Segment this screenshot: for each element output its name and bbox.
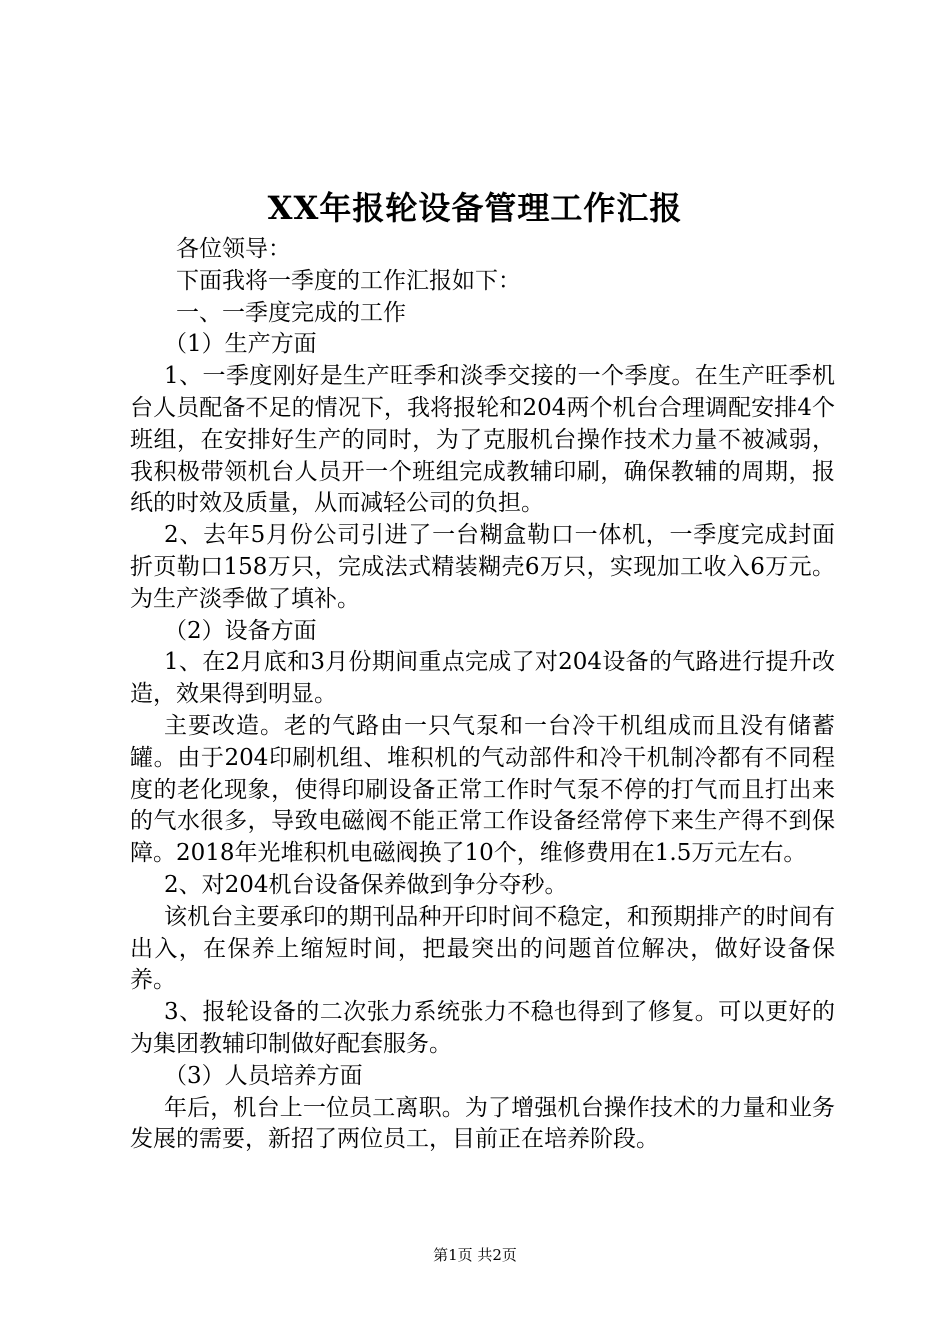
page-number-footer: 第1页 共2页 [433, 1246, 517, 1264]
staff-training-paragraph: 年后，机台上一位员工离职。为了增强机台操作技术的力量和业务发展的需要，新招了两位员工，目前正在培养阶段。 [130, 1094, 835, 1153]
equipment-item-3: 3、报轮设备的二次张力系统张力不稳也得到了修复。可以更好的为集团教辅印制做好配套服务。 [130, 999, 835, 1057]
production-item-1: 1、一季度刚好是生产旺季和淡季交接的一个季度。在生产旺季机台人员配备不足的情况下，我将报轮和204两个机台合理调配安排4个班组，在安排好生产的同时，为了克服机台操作技术力量不被减弱，我积极带领机台人员开一个班组完成教辅印刷，确保教辅的周期，报纸的时效及质量，从而减轻公司的负担。 [130, 363, 835, 517]
section-heading-q1-work: 一、一季度完成的工作 [176, 299, 406, 326]
subheading-production: （1）生产方面 [164, 331, 317, 358]
equipment-item-2: 2、对204机台设备保养做到争分夺秒。 [164, 871, 568, 898]
document-title: XX年报轮设备管理工作汇报 [267, 189, 683, 227]
intro-paragraph: 下面我将一季度的工作汇报如下： [176, 267, 521, 294]
production-item-2: 2、去年5月份公司引进了一台糊盒勒口一体机，一季度完成封面折页勒口158万只，完成法式精装糊壳6万只，实现加工收入6万元。为生产淡季做了填补。 [130, 522, 835, 612]
equipment-item-1-detail: 主要改造。老的气路由一只气泵和一台冷干机组成而且没有储蓄罐。由于204印刷机组、堆积机的气动部件和冷干机制冷都有不同程度的老化现象，使得印刷设备正常工作时气泵不停的打气而且打出来的气水很多，导致电磁阀不能正常工作设备经常停下来生产得不到保障。2018年光堆积机电磁阀换了10个，维修费用在1.5万元左右。 [130, 712, 835, 867]
subheading-equipment: （2）设备方面 [164, 617, 317, 644]
subheading-staff-training: （3）人员培养方面 [164, 1062, 363, 1089]
equipment-item-1: 1、在2月底和3月份期间重点完成了对204设备的气路进行提升改造，效果得到明显。 [130, 649, 835, 708]
document-body [130, 234, 835, 1156]
equipment-item-2-detail: 该机台主要承印的期刊品种开印时间不稳定，和预期排产的时间有出入，在保养上缩短时间，把最突出的问题首位解决，做好设备保养。 [130, 903, 835, 994]
salutation: 各位领导： [176, 236, 291, 262]
